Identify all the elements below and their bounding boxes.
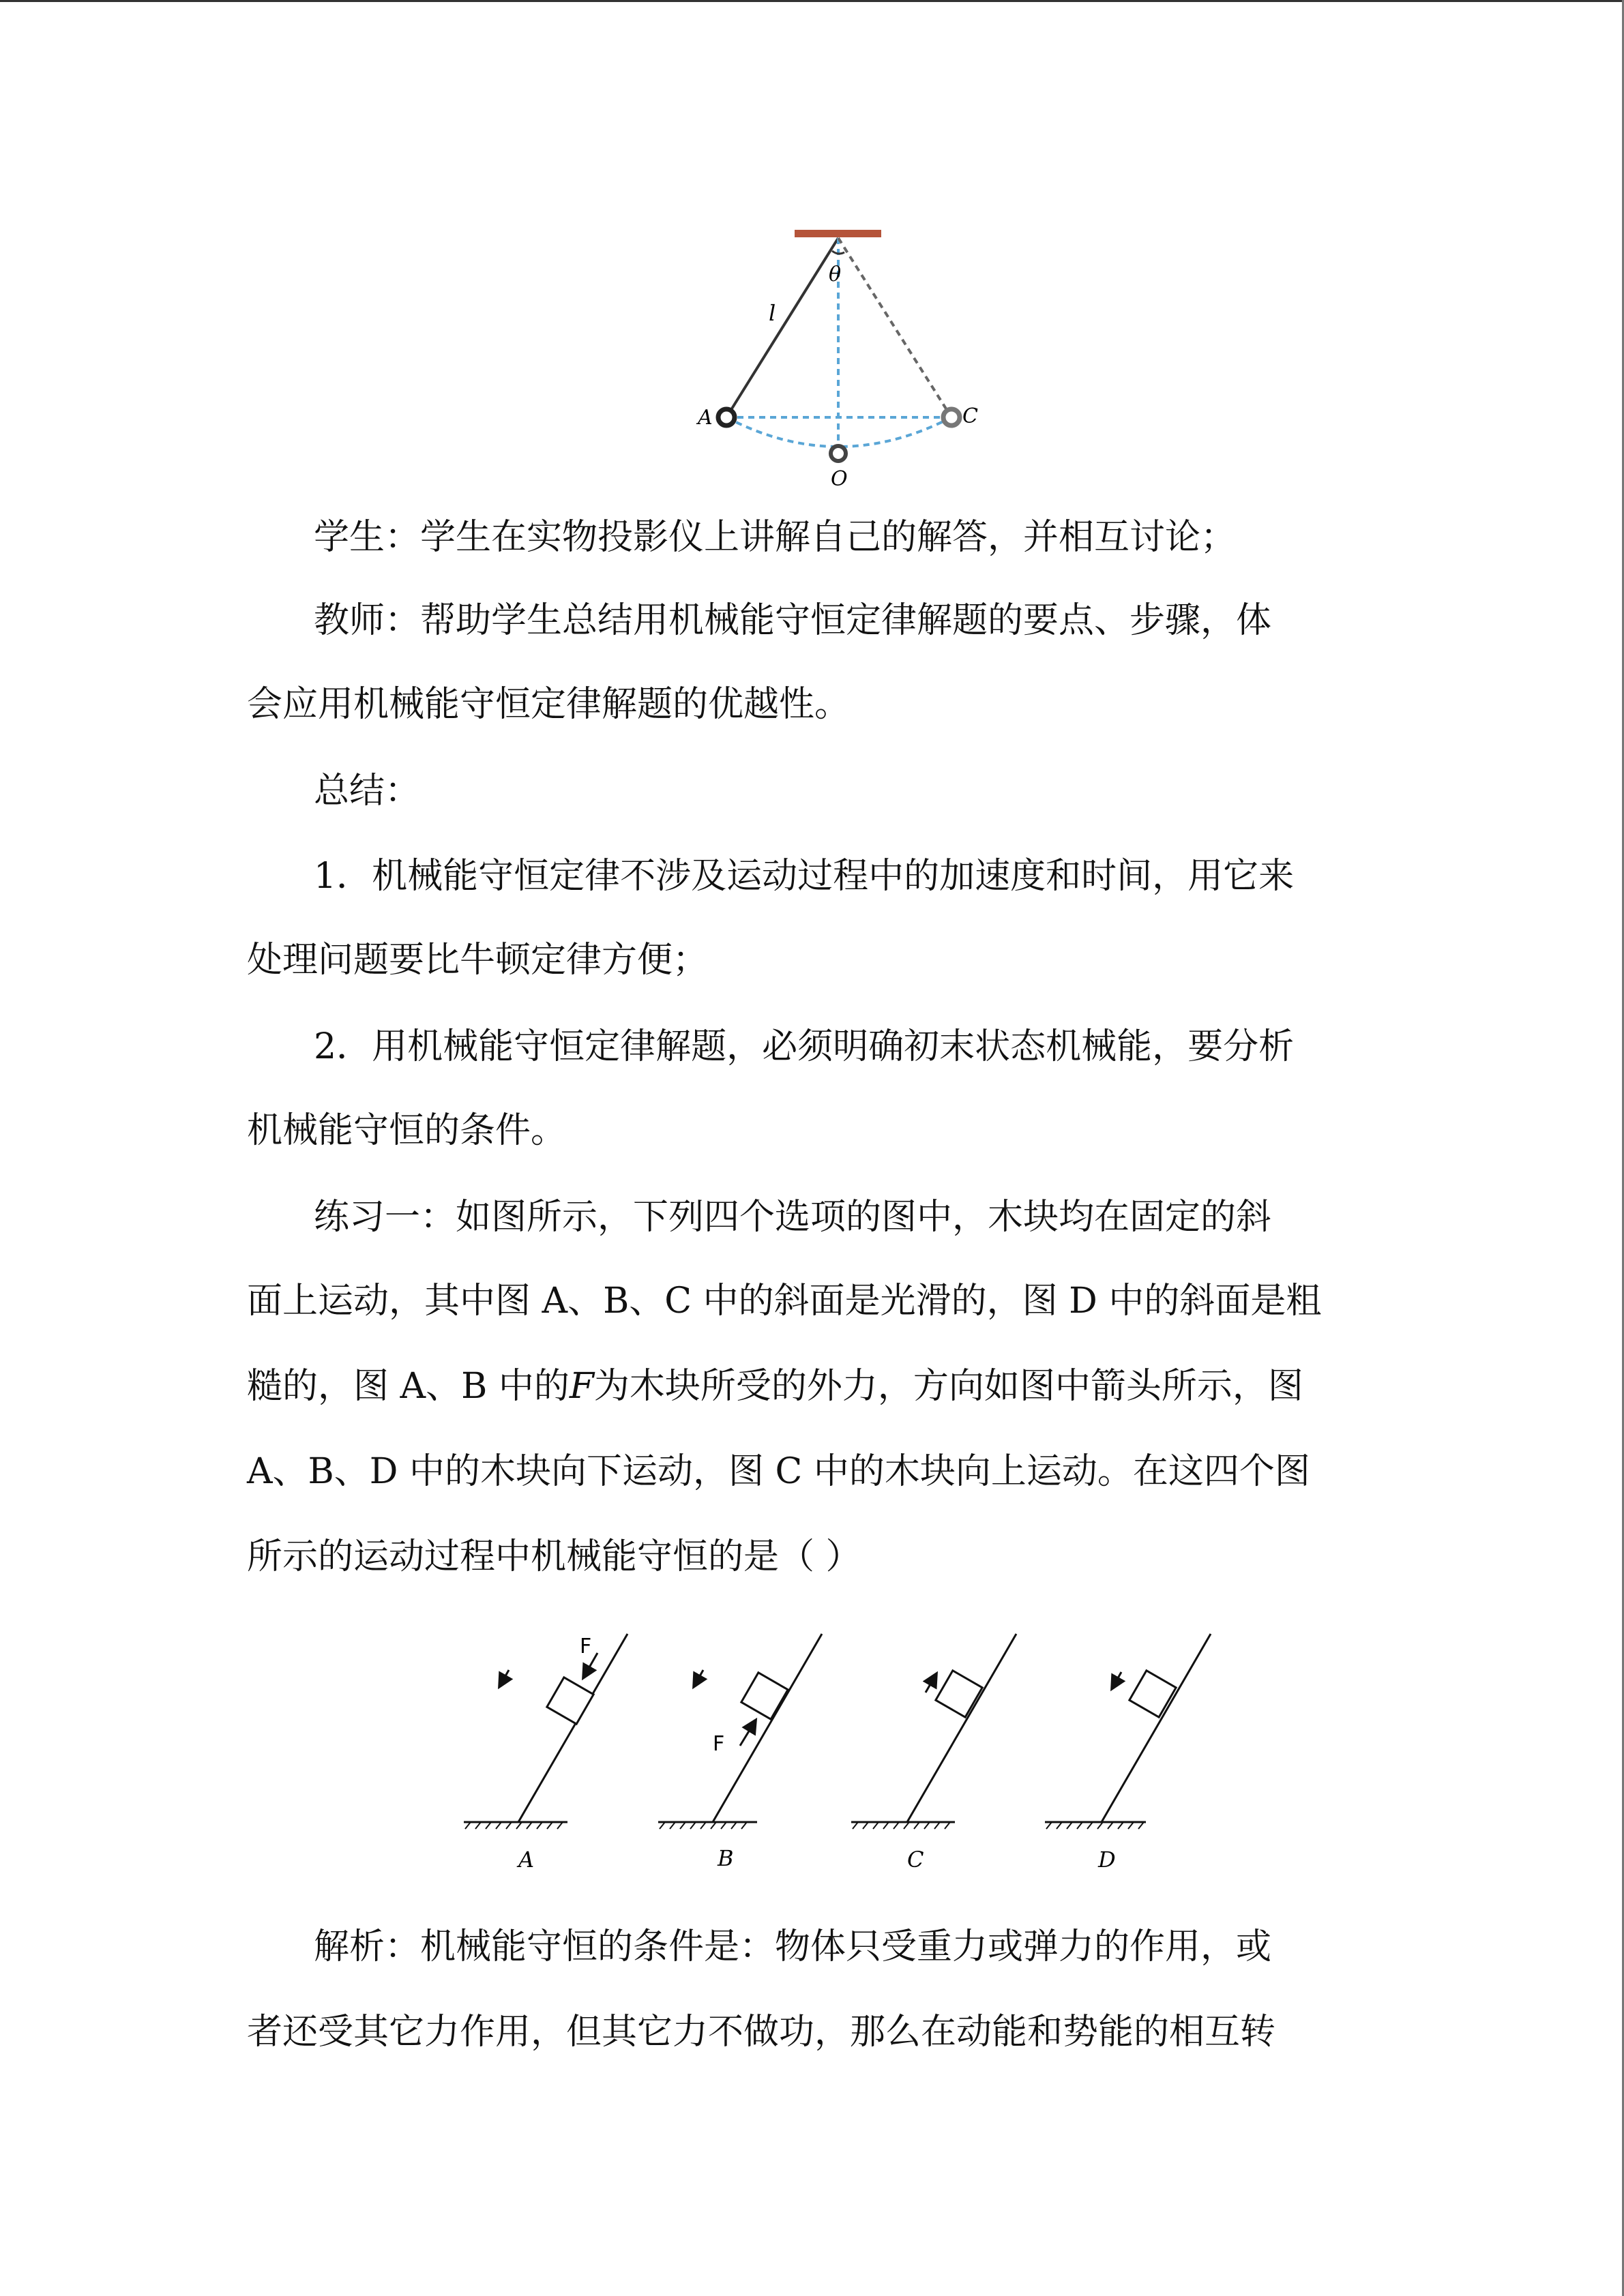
arrow-b: [694, 1670, 703, 1686]
exercise-line1: 练习一：如图所示，下列四个选项的图中，木块均在固定的斜: [314, 1197, 1272, 1238]
paragraph-student: 学生：学生在实物投影仪上讲解自己的解答，并相互讨论；: [314, 517, 1237, 558]
ball-a: [718, 409, 735, 426]
incline-panel-d: [1045, 1634, 1211, 1873]
paragraph-teacher-line2: 会应用机械能守恒定律解题的优越性。: [247, 684, 851, 725]
block-c: [936, 1671, 982, 1717]
force-label-b: F: [713, 1732, 725, 1756]
analysis-line2: 者还受其它力作用，但其它力不做功，那么在动能和势能的相互转: [247, 2012, 1276, 2053]
inclines-figure: [443, 1616, 1255, 1889]
panel-label-d: D: [1098, 1847, 1116, 1873]
incline-panel-c: [851, 1634, 1016, 1873]
exercise-line5: 所示的运动过程中机械能守恒的是（ ）: [247, 1536, 861, 1577]
pendulum-string: [726, 238, 838, 417]
ball-o: [831, 446, 846, 461]
exercise-line3: [247, 1366, 1379, 1407]
ceiling-bar: [795, 230, 881, 237]
summary-heading: 总结：: [314, 771, 421, 811]
label-o: O: [831, 467, 848, 491]
block-a: [547, 1678, 593, 1724]
summary-item2-line1: 2．用机械能守恒定律解题，必须明确初末状态机械能，要分析: [314, 1026, 1295, 1067]
panel-label-a: A: [518, 1847, 535, 1873]
exercise-line3-post: 为木块所受的外力，方向如图中箭头所示，图: [593, 1366, 1303, 1407]
force-label-a: F: [580, 1635, 592, 1658]
paragraph-teacher-line1: 教师：帮助学生总结用机械能守恒定律解题的要点、步骤，体: [314, 600, 1272, 641]
right-dashed-line: [838, 238, 951, 417]
arrow-d: [1112, 1672, 1121, 1688]
panel-label-b: B: [718, 1845, 734, 1871]
label-c: C: [962, 404, 978, 428]
page-top-border: [0, 0, 1624, 2]
arrow-a: [500, 1670, 509, 1686]
exercise-line3-pre: 糙的，图 A、B 中的: [247, 1366, 570, 1407]
incline-panel-b: [658, 1634, 822, 1871]
incline-panel-a: [464, 1634, 628, 1873]
block-b: [741, 1673, 788, 1719]
label-theta: θ: [829, 263, 842, 286]
label-a: A: [698, 406, 713, 430]
arc-dashed-path: [726, 417, 951, 447]
slope-b: [713, 1634, 822, 1822]
summary-item2-line2: 机械能守恒的条件。: [247, 1110, 567, 1151]
pendulum-figure: [692, 218, 1016, 491]
exercise-line4: A、B、D 中的木块向下运动，图 C 中的木块向上运动。在这四个图: [247, 1451, 1310, 1492]
label-l: l: [769, 300, 776, 326]
force-symbol: F: [569, 1366, 594, 1407]
slope-c: [907, 1634, 1016, 1822]
summary-item1-line2: 处理问题要比牛顿定律方便；: [247, 940, 709, 981]
exercise-line2: 面上运动，其中图 A、B、C 中的斜面是光滑的，图 D 中的斜面是粗: [247, 1281, 1322, 1322]
slope-a: [518, 1634, 628, 1822]
arrow-c: [926, 1675, 936, 1693]
panel-label-c: C: [907, 1847, 924, 1873]
ball-c: [943, 409, 960, 426]
slope-d: [1102, 1634, 1211, 1822]
analysis-line1: 解析：机械能守恒的条件是：物体只受重力或弹力的作用，或: [314, 1926, 1272, 1967]
block-d: [1130, 1671, 1176, 1717]
force-arrow-b: [740, 1721, 755, 1746]
summary-item1-line1: 1．机械能守恒定律不涉及运动过程中的加速度和时间，用它来: [314, 856, 1295, 897]
